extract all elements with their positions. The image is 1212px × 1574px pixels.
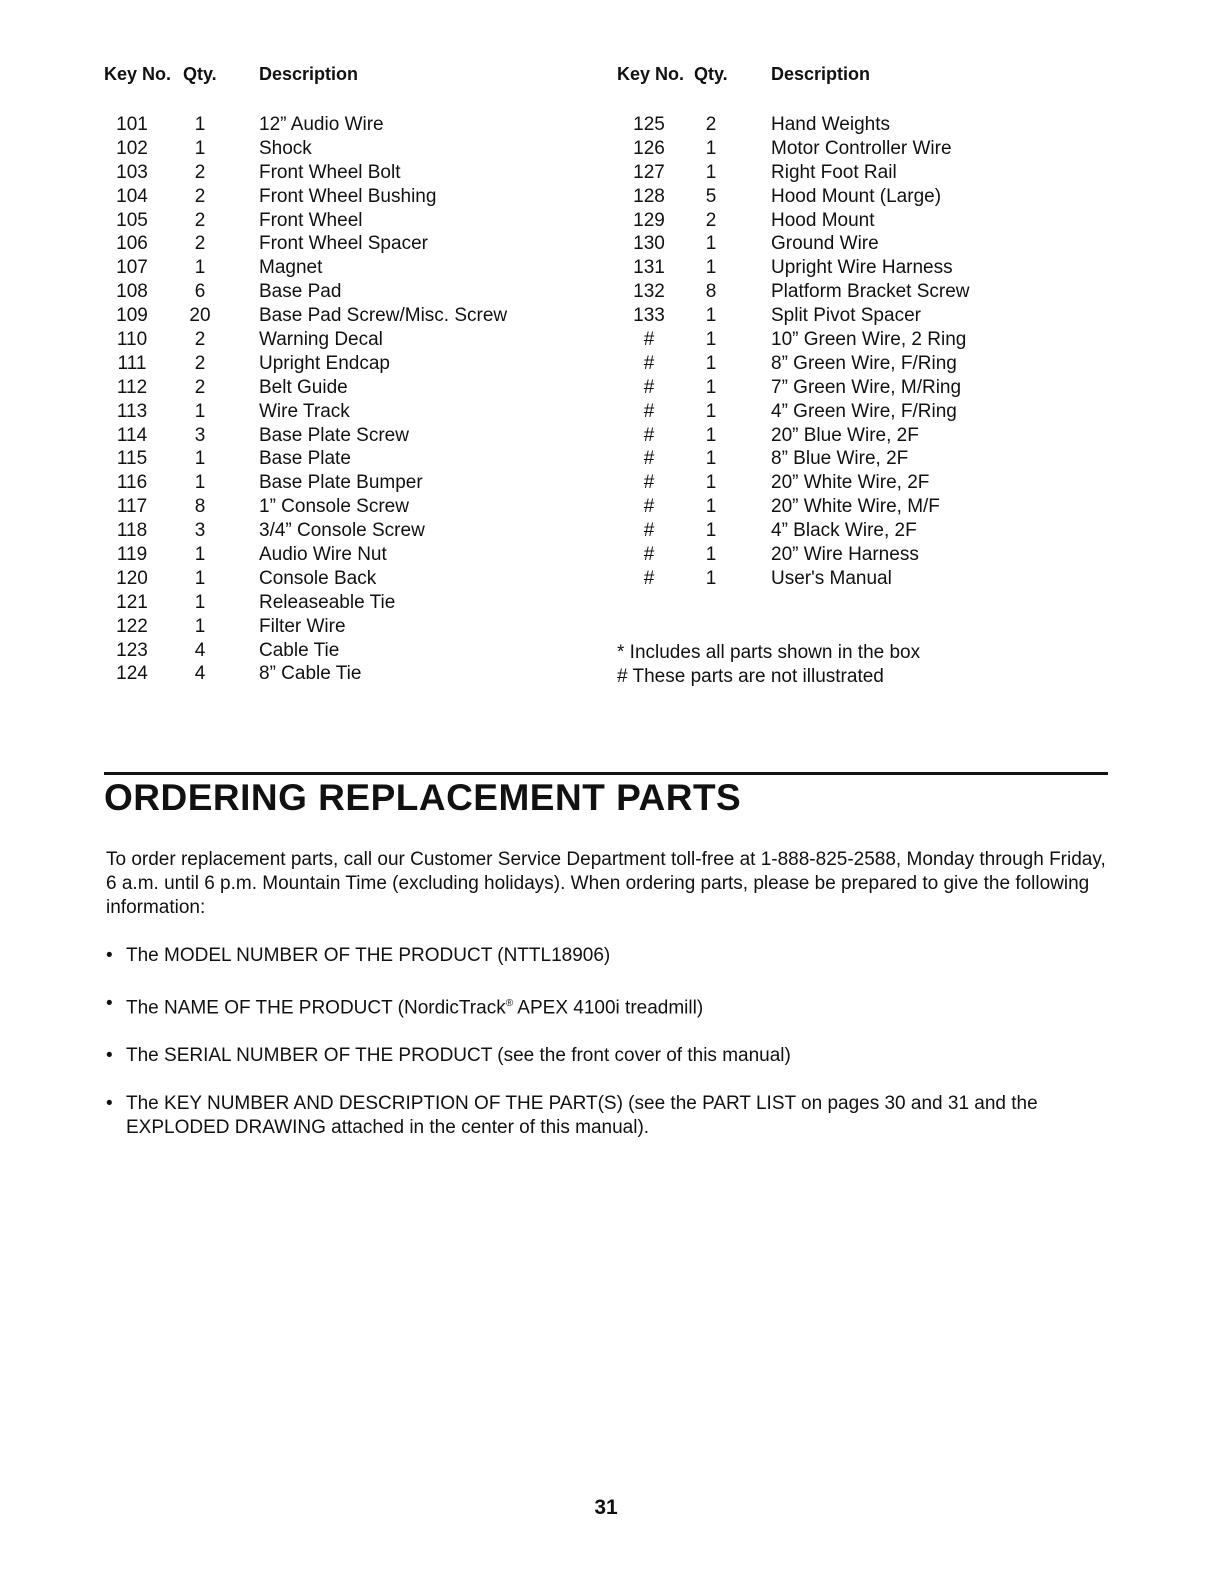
list-item-text: APEX 4100i treadmill) [513, 997, 704, 1019]
page-number: 31 [594, 1496, 618, 1519]
cell-description: 20” White Wire, M/F [771, 496, 940, 518]
cell-qty: 1 [705, 448, 717, 470]
cell-description: User's Manual [771, 567, 892, 589]
cell-qty: 4 [194, 663, 206, 685]
cell-qty: 1 [194, 615, 206, 637]
cell-key-no: 102 [116, 137, 148, 159]
cell-description: Cable Tie [259, 639, 340, 661]
table-row [104, 281, 574, 305]
table-row [104, 448, 574, 472]
cell-key-no: 124 [116, 663, 148, 685]
table-row [617, 138, 1117, 162]
table-row [104, 520, 574, 544]
cell-description: 10” Green Wire, 2 Ring [771, 329, 967, 351]
cell-key-no: 113 [116, 400, 148, 422]
table-header [617, 64, 1117, 92]
cell-qty: 2 [194, 209, 206, 231]
table-row [104, 377, 574, 401]
cell-qty: 1 [194, 591, 206, 613]
table-row [104, 186, 574, 210]
cell-qty: 1 [705, 520, 717, 542]
cell-qty: 1 [194, 544, 206, 566]
cell-description: Front Wheel Spacer [259, 233, 428, 255]
cell-description: Motor Controller Wire [771, 137, 952, 159]
table-row [104, 425, 574, 449]
cell-qty: 5 [705, 185, 717, 207]
cell-description: 20” Wire Harness [771, 544, 919, 566]
cell-qty: 2 [194, 329, 206, 351]
cell-description: Split Pivot Spacer [771, 305, 921, 327]
table-row [617, 544, 1117, 568]
list-item-text: The SERIAL NUMBER OF THE PRODUCT (see the front cover of this manual) [126, 1045, 791, 1067]
table-row [104, 210, 574, 234]
cell-description: 4” Black Wire, 2F [771, 520, 917, 542]
cell-description: Hand Weights [771, 114, 890, 135]
cell-key-no: 114 [116, 424, 148, 446]
table-row [104, 472, 574, 496]
cell-description: Audio Wire Nut [259, 544, 387, 566]
cell-key-no: 109 [116, 305, 148, 327]
cell-qty: 2 [194, 376, 206, 398]
cell-qty: 1 [705, 400, 717, 422]
parts-notes [617, 641, 920, 689]
table-row [104, 257, 574, 281]
table-row [617, 281, 1117, 305]
cell-qty: 6 [194, 281, 206, 303]
list-item [106, 1044, 1096, 1068]
cell-key-no: 106 [116, 233, 148, 255]
bullet-icon: • [106, 1093, 113, 1115]
list-item-text: The MODEL NUMBER OF THE PRODUCT (NTTL18906) [126, 945, 611, 966]
cell-key-no: 119 [116, 544, 148, 566]
cell-key-no: 121 [116, 591, 148, 613]
cell-qty: 2 [194, 185, 206, 207]
list-item-text: The KEY NUMBER AND DESCRIPTION OF THE PART(S) (see the PART LIST on pages 30 and 31 and the EXPLODED DRAWING attached in the center of this manual). [126, 1093, 1038, 1139]
table-row [617, 448, 1117, 472]
cell-key-no: 128 [633, 185, 665, 207]
cell-description: 20” Blue Wire, 2F [771, 424, 919, 446]
table-row [104, 353, 574, 377]
cell-qty: 1 [705, 496, 717, 518]
cell-key-no: 131 [633, 257, 665, 279]
note-included-in-box: * Includes all parts shown in the box [617, 642, 921, 663]
cell-qty: 1 [705, 137, 717, 159]
cell-qty: 4 [194, 639, 206, 661]
cell-description: 4” Green Wire, F/Ring [771, 400, 957, 422]
cell-description: Wire Track [259, 400, 350, 422]
cell-description: Base Plate Bumper [259, 472, 423, 494]
cell-description: Front Wheel Bushing [259, 185, 437, 207]
table-row [104, 616, 574, 640]
table-row [104, 114, 574, 138]
cell-qty: 20 [189, 305, 211, 327]
cell-key-no: 107 [116, 257, 148, 279]
cell-key-no: 111 [117, 352, 147, 374]
cell-key-no: # [643, 472, 655, 494]
cell-description: 8” Blue Wire, 2F [771, 448, 909, 470]
table-row [104, 544, 574, 568]
cell-description: 3/4” Console Screw [259, 520, 425, 542]
table-header [104, 64, 574, 92]
table-row [617, 496, 1117, 520]
cell-key-no: # [643, 520, 655, 542]
cell-qty: 1 [194, 400, 206, 422]
header-description: Description [259, 64, 359, 84]
cell-key-no: # [643, 448, 655, 470]
cell-description: Warning Decal [259, 329, 383, 351]
cell-key-no: 120 [116, 567, 148, 589]
cell-key-no: 122 [116, 615, 148, 637]
cell-key-no: 110 [116, 329, 148, 351]
table-row [104, 568, 574, 592]
cell-key-no: 129 [633, 209, 665, 231]
cell-description: Base Pad Screw/Misc. Screw [259, 305, 508, 327]
list-item [106, 992, 1096, 1020]
table-row [617, 472, 1117, 496]
cell-qty: 1 [705, 329, 717, 351]
cell-description: Releaseable Tie [259, 591, 396, 613]
table-row [617, 210, 1117, 234]
table-row [104, 640, 574, 664]
list-item [106, 944, 1096, 968]
table-row [617, 114, 1117, 138]
ordering-info-list [106, 944, 1096, 1164]
cell-key-no: 127 [633, 161, 665, 183]
cell-qty: 1 [194, 448, 206, 470]
cell-qty: 3 [194, 424, 206, 446]
header-qty: Qty. [183, 64, 217, 84]
cell-key-no: # [643, 400, 655, 422]
table-row [617, 520, 1117, 544]
cell-description: Front Wheel Bolt [259, 161, 401, 183]
cell-key-no: 117 [116, 496, 148, 518]
cell-description: 1” Console Screw [259, 496, 409, 518]
table-row [104, 233, 574, 257]
cell-description: Shock [259, 137, 312, 159]
cell-description: Filter Wire [259, 615, 346, 637]
table-row [617, 568, 1117, 592]
cell-qty: 2 [705, 209, 717, 231]
table-row [617, 425, 1117, 449]
cell-description: 7” Green Wire, M/Ring [771, 376, 962, 398]
parts-rows-left [104, 114, 574, 687]
header-key-no: Key No. [104, 64, 172, 84]
cell-qty: 2 [194, 352, 206, 374]
table-row [617, 305, 1117, 329]
parts-table-right [617, 64, 1117, 592]
cell-key-no: 133 [633, 305, 665, 327]
cell-qty: 8 [705, 281, 717, 303]
ordering-intro: To order replacement parts, call our Customer Service Department toll-free at 1-888-825-2588, Monday through Friday, 6 a.m. until 6 p.m. Mountain Time (excluding holidays). When ordering parts, please be prepared to give the following information: [106, 849, 1106, 918]
table-row [104, 138, 574, 162]
cell-key-no: # [643, 376, 655, 398]
cell-description: Upright Endcap [259, 352, 390, 374]
table-row [104, 305, 574, 329]
cell-key-no: 115 [116, 448, 148, 470]
note-not-illustrated: # These parts are not illustrated [617, 666, 884, 687]
cell-description: Belt Guide [259, 376, 348, 398]
cell-qty: 1 [705, 257, 717, 279]
cell-qty: 2 [194, 233, 206, 255]
cell-qty: 1 [705, 424, 717, 446]
cell-key-no: 132 [633, 281, 665, 303]
cell-description: 20” White Wire, 2F [771, 472, 930, 494]
cell-description: 8” Cable Tie [259, 663, 362, 685]
list-item [106, 1092, 1096, 1140]
bullet-icon: • [106, 1045, 113, 1067]
cell-qty: 1 [194, 257, 206, 279]
cell-key-no: 112 [116, 376, 148, 398]
table-row [104, 592, 574, 616]
cell-description: Right Foot Rail [771, 161, 897, 183]
cell-key-no: # [643, 496, 655, 518]
cell-key-no: 101 [116, 114, 148, 135]
cell-key-no: # [643, 329, 655, 351]
cell-description: Upright Wire Harness [771, 257, 953, 279]
list-item-text: The NAME OF THE PRODUCT (NordicTrack [126, 997, 506, 1019]
bullet-icon: • [106, 945, 113, 966]
cell-qty: 2 [705, 114, 717, 135]
cell-description: Base Plate Screw [259, 424, 409, 446]
cell-qty: 1 [705, 305, 717, 327]
cell-key-no: 105 [116, 209, 148, 231]
cell-qty: 1 [705, 352, 717, 374]
table-row [104, 401, 574, 425]
cell-qty: 1 [705, 567, 717, 589]
cell-key-no: 130 [633, 233, 665, 255]
cell-description: Base Pad [259, 281, 342, 303]
parts-table-left [104, 64, 574, 687]
cell-qty: 1 [194, 114, 206, 135]
cell-qty: 1 [194, 137, 206, 159]
parts-rows-right [617, 114, 1117, 592]
header-qty: Qty. [694, 64, 728, 84]
table-row [617, 353, 1117, 377]
cell-qty: 3 [194, 520, 206, 542]
table-row [617, 257, 1117, 281]
cell-qty: 8 [194, 496, 206, 518]
cell-description: Hood Mount (Large) [771, 185, 942, 207]
cell-key-no: # [643, 567, 655, 589]
cell-qty: 1 [705, 233, 717, 255]
table-row [104, 663, 574, 687]
section-title: ORDERING REPLACEMENT PARTS [104, 777, 742, 818]
cell-key-no: 125 [633, 114, 665, 135]
table-row [617, 401, 1117, 425]
cell-key-no: 123 [116, 639, 148, 661]
cell-key-no: 118 [116, 520, 148, 542]
cell-key-no: 116 [116, 472, 148, 494]
cell-qty: 1 [194, 567, 206, 589]
cell-key-no: 108 [116, 281, 148, 303]
table-row [617, 377, 1117, 401]
header-description: Description [771, 64, 871, 84]
cell-qty: 1 [705, 472, 717, 494]
cell-qty: 1 [705, 161, 717, 183]
table-row [617, 162, 1117, 186]
cell-description: Magnet [259, 257, 323, 279]
cell-qty: 1 [705, 544, 717, 566]
cell-qty: 1 [705, 376, 717, 398]
cell-description: Platform Bracket Screw [771, 281, 970, 303]
bullet-icon: • [106, 993, 113, 1014]
cell-description: Console Back [259, 567, 377, 589]
cell-description: Base Plate [259, 448, 351, 470]
cell-qty: 2 [194, 161, 206, 183]
cell-description: Ground Wire [771, 233, 879, 255]
cell-key-no: # [643, 424, 655, 446]
table-row [104, 162, 574, 186]
table-row [617, 186, 1117, 210]
cell-key-no: 104 [116, 185, 148, 207]
cell-qty: 1 [194, 472, 206, 494]
cell-description: Hood Mount [771, 209, 875, 231]
cell-description: 12” Audio Wire [259, 114, 384, 135]
table-row [617, 329, 1117, 353]
table-row [104, 329, 574, 353]
registered-mark: ® [505, 998, 514, 1009]
table-row [617, 233, 1117, 257]
cell-key-no: # [643, 352, 655, 374]
table-row [104, 496, 574, 520]
cell-description: 8” Green Wire, F/Ring [771, 352, 957, 374]
cell-key-no: 126 [633, 137, 665, 159]
cell-description: Front Wheel [259, 209, 363, 231]
cell-key-no: 103 [116, 161, 148, 183]
header-key-no: Key No. [617, 64, 685, 84]
cell-key-no: # [643, 544, 655, 566]
